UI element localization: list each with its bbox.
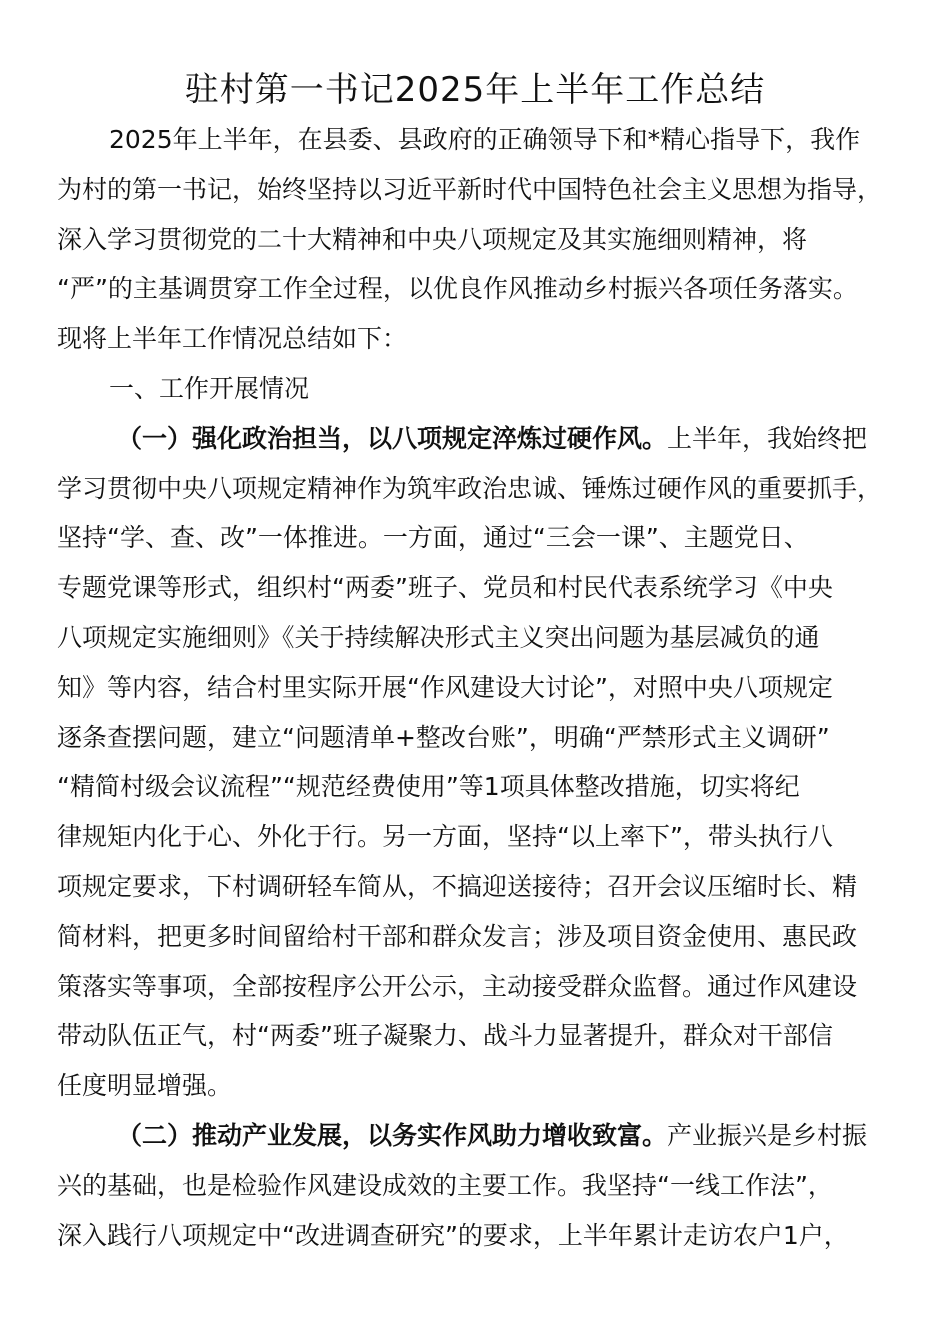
paragraph-line: 八项规定实施细则》《关于持续解决形式主义突出问题为基层减负的通 (57, 622, 820, 652)
paragraph-line: 坚持“学、查、改”一体推进。一方面，通过“三会一课”、主题党日、 (57, 523, 809, 553)
paragraph-line: “严”的主基调贯穿工作全过程，以优良作风推动乡村振兴各项任务落实。 (57, 274, 858, 304)
paragraph-line: 知》等内容，结合村里实际开展“作风建设大讨论”，对照中央八项规定 (57, 672, 833, 702)
paragraph-line: 兴的基础，也是检验作风建设成效的主要工作。我坚持“一线工作法”， (57, 1170, 833, 1200)
subsection-line (57, 414, 897, 464)
paragraph-line: 简材料，把更多时间留给村干部和群众发言；涉及项目资金使用、惠民政 (57, 921, 858, 951)
paragraph-line: 现将上半年工作情况总结如下： (57, 324, 408, 354)
document-body (57, 115, 897, 1260)
subsection-lead-text: 产业振兴是乡村振 (667, 1120, 868, 1150)
subsection-heading-2: （二）推动产业发展，以务实作风助力增收致富。 (117, 1120, 668, 1150)
paragraph-line: 为村的第一书记，始终坚持以习近平新时代中国特色社会主义思想为指导， (57, 174, 883, 204)
paragraph-line: 律规矩内化于心、外化于行。另一方面，坚持“以上率下”，带头执行八 (57, 822, 833, 852)
subsection-line (57, 1111, 897, 1161)
paragraph-line: 深入学习贯彻党的二十大精神和中央八项规定及其实施细则精神，将 (57, 224, 808, 254)
paragraph-line: 任度明显增强。 (57, 1071, 233, 1101)
paragraph-line: 带动队伍正气，村“两委”班子凝聚力、战斗力显著提升，群众对干部信 (57, 1021, 833, 1051)
document-title: 驻村第一书记2025年上半年工作总结 (184, 70, 766, 110)
section-heading: 一、工作开展情况 (109, 373, 310, 403)
paragraph-line: 策落实等事项，全部按程序公开公示，主动接受群众监督。通过作风建设 (57, 971, 858, 1001)
subsection-lead-text: 上半年，我始终把 (667, 423, 868, 453)
paragraph-line: 2025年上半年，在县委、县政府的正确领导下和*精心指导下，我作 (109, 125, 861, 154)
paragraph-line: 专题党课等形式，组织村“两委”班子、党员和村民代表系统学习《中央 (57, 573, 833, 603)
paragraph-line: “精简村级会议流程”“规范经费使用”等1项具体整改措施，切实将纪 (57, 772, 800, 802)
subsection-heading-1: （一）强化政治担当，以八项规定淬炼过硬作风。 (117, 423, 668, 453)
paragraph-line: 深入践行八项规定中“改进调查研究”的要求，上半年累计走访农户1户， (57, 1220, 849, 1250)
paragraph-line: 学习贯彻中央八项规定精神作为筑牢政治忠诚、锤炼过硬作风的重要抓手， (57, 473, 883, 503)
paragraph-line: 项规定要求，下村调研轻车简从，不搞迎送接待；召开会议压缩时长、精 (57, 871, 858, 901)
paragraph-line: 逐条查摆问题，建立“问题清单+整改台账”，明确“严禁形式主义调研” (57, 722, 830, 752)
